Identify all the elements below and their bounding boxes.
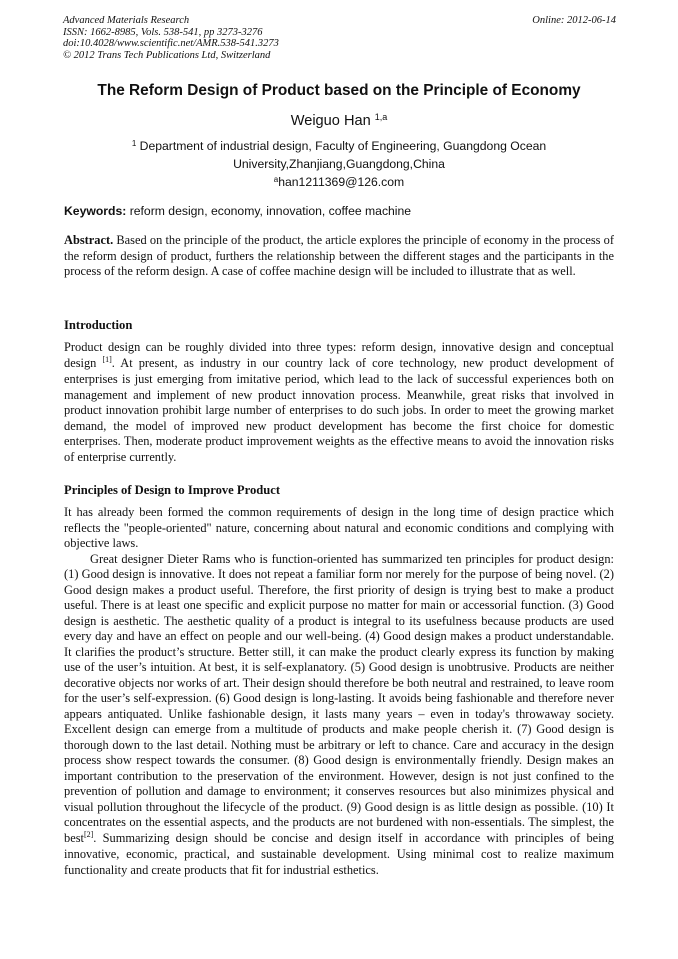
journal-header bbox=[63, 15, 279, 61]
author-superscript: 1,a bbox=[374, 112, 388, 122]
author-line bbox=[0, 113, 678, 129]
principles-text-b: . Summarizing design should be concise and design itself in accordance with principles of being innovative, economic, practical, and sustainable development. Using minimal cost to realize maximum functionality and create products that fit for industrial esthetics. bbox=[64, 830, 614, 877]
introduction-text-b: . At present, as industry in our country lack of core technology, new product development of enterprises is just emerging from imitative period, which lead to the lack of successful experiences both on management and implement of new product innovation process. Meanwhile, great risks that involved in product innovation prohibit large number of enterprises to do such jobs. In order to meet the growing market demand, the model of improved new product development has become the first choice for domestic enterprises. Then, moderate product improvement weights as the effective means to avoid the innovation risks of enterprise currently. bbox=[64, 355, 614, 464]
citation-2: [2] bbox=[83, 829, 94, 839]
principles-text-a: Great designer Dieter Rams who is function-oriented has summarized ten principles for product design: (1) Good design is innovative. It does not repeat a familiar form nor merely for the purpose of being novel. (2) Good design makes a product useful. Therefore, the first priority of design is trying best to make a product useful. There is at least one specific and explicit purpose no matter for main or accessorial function. (3) Good design is aesthetic. The aesthetic quality of a product is integral to its usefulness because products are used every day and have an effect on people and our well-being. (4) Good design makes a product understandable. It clarifies the product’s structure. Better still, it can make the product clearly express its function by making use of the user’s intuition. At best, it is self-explanatory. (5) Good design is unobtrusive. Products are neither decorative objects nor works of art. Their design should therefore be both neutral and restrained, to leave room for the user’s self-expression. (6) Good design is long-lasting. It avoids being fashionable and therefore never appears antiquated. Unlike fashionable design, it lasts many years – even in today's throwaway society. Excellent design can emerge from a multitude of products and make people cherish it. (7) Good design is thorough down to the last detail. Nothing must be arbitrary or left to chance. Care and accuracy in the design process show respect towards the consumer. (8) Good design is environmentally friendly. Design makes an important contribution to the preservation of the environment. However, design is not just confined to the prevention of pollution and damage to environment; it conserves resources but also minimizes physical and visual pollution throughout the lifecycle of the product. (9) Good design is as little design as possible. (10) It concentrates on the essential aspects, and the products are not burdened with non-essentials. The simplest, the best bbox=[64, 551, 614, 845]
affiliation-superscript: 1 bbox=[131, 139, 137, 148]
author-name: Weiguo Han bbox=[290, 113, 371, 129]
citation-1: [1] bbox=[102, 354, 112, 364]
introduction-heading: Introduction bbox=[64, 318, 133, 332]
journal-doi: doi:10.4028/www.scientific.net/AMR.538-541.3273 bbox=[63, 38, 279, 49]
paper-title: The Reform Design of Product based on the Principle of Economy bbox=[97, 82, 581, 99]
abstract bbox=[64, 233, 614, 280]
keywords bbox=[64, 204, 411, 218]
author-email bbox=[0, 175, 678, 189]
principles-paragraph-1: It has already been formed the common requirements of design in the long time of design practice which reflects the "people-oriented" nature, concerning about natural and economic conditions and complying with objective laws. bbox=[64, 505, 614, 550]
principles-paragraph-2 bbox=[64, 552, 614, 879]
principles-heading: Principles of Design to Improve Product bbox=[64, 483, 281, 497]
email-text: han1211369@126.com bbox=[278, 175, 405, 189]
keywords-text: reform design, economy, innovation, coffee machine bbox=[129, 204, 412, 218]
keywords-label: Keywords: bbox=[64, 204, 127, 218]
online-date: Online: 2012-06-14 bbox=[532, 15, 616, 26]
affiliation bbox=[115, 138, 563, 172]
abstract-label: Abstract. bbox=[64, 233, 114, 247]
principles-body bbox=[64, 505, 614, 878]
introduction-text-a: Product design can be roughly divided into three types: reform design, innovative design and conceptual design bbox=[64, 340, 614, 370]
introduction-body bbox=[64, 340, 614, 465]
abstract-text: Based on the principle of the product, the article explores the principle of economy in the process of the reform design of product, furthers the relationship between the different stages and the participants in the process of the reform design. A case of coffee machine design will be included to illustrate that as well. bbox=[64, 233, 614, 278]
journal-issn: ISSN: 1662-8985, Vols. 538-541, pp 3273-3276 bbox=[63, 26, 263, 38]
journal-copyright: © 2012 Trans Tech Publications Ltd, Switzerland bbox=[63, 49, 271, 61]
email-superscript: a bbox=[273, 175, 279, 184]
journal-name: Advanced Materials Research bbox=[63, 15, 190, 26]
affiliation-text: Department of industrial design, Faculty of Engineering, Guangdong Ocean University,Zhanjiang,Guangdong,China bbox=[139, 139, 547, 171]
